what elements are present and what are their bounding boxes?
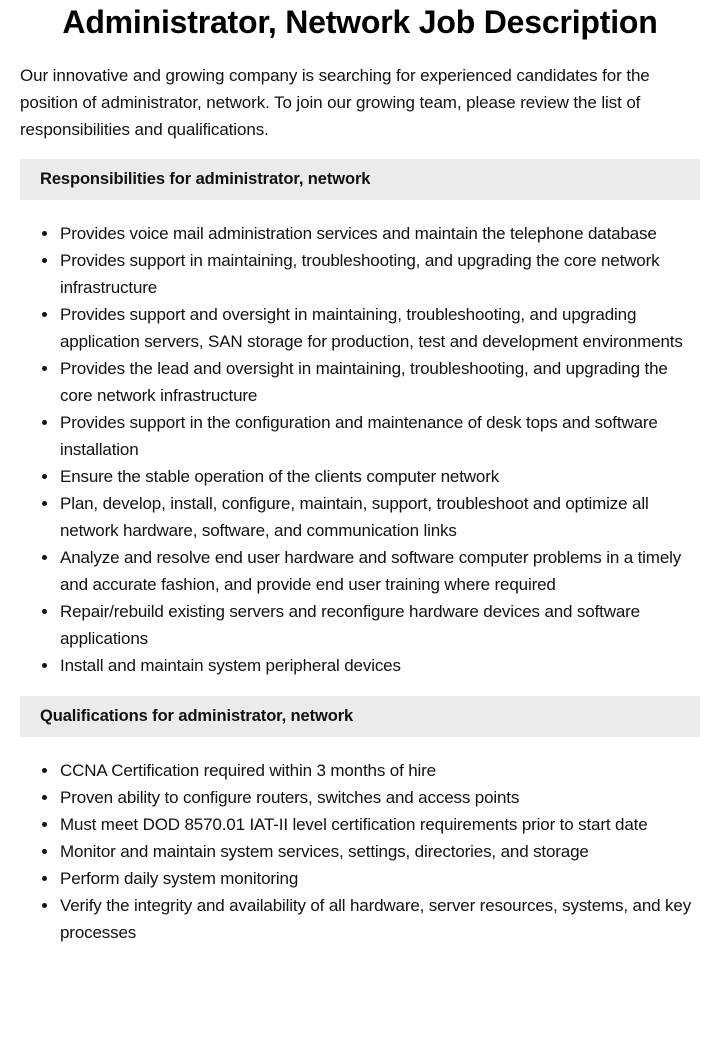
list-item: Monitor and maintain system services, settings, directories, and storage	[60, 838, 700, 865]
list-item: Plan, develop, install, configure, maintain, support, troubleshoot and optimize all network hardware, software, and communication links	[60, 490, 700, 544]
page-title: Administrator, Network Job Description	[62, 4, 658, 40]
qualifications-list	[20, 757, 700, 946]
qualifications-heading: Qualifications for administrator, network	[20, 696, 700, 737]
list-item: Repair/rebuild existing servers and reconfigure hardware devices and software applications	[60, 598, 700, 652]
list-item: Provides voice mail administration services and maintain the telephone database	[60, 220, 700, 247]
list-item: Must meet DOD 8570.01 IAT-II level certification requirements prior to start date	[60, 811, 700, 838]
list-item: Proven ability to configure routers, switches and access points	[60, 784, 700, 811]
intro-paragraph: Our innovative and growing company is searching for experienced candidates for the position of administrator, network. To join our growing team, please review the list of responsibilities and qualifications.	[20, 66, 650, 139]
list-item: Verify the integrity and availability of all hardware, server resources, systems, and key processes	[60, 892, 700, 946]
list-item: Install and maintain system peripheral devices	[60, 652, 700, 679]
list-item: Provides support in maintaining, troubleshooting, and upgrading the core network infrastructure	[60, 247, 700, 301]
list-item: Provides the lead and oversight in maintaining, troubleshooting, and upgrading the core network infrastructure	[60, 355, 700, 409]
list-item: Provides support and oversight in maintaining, troubleshooting, and upgrading application servers, SAN storage for production, test and development environments	[60, 301, 700, 355]
list-item: CCNA Certification required within 3 months of hire	[60, 757, 700, 784]
list-item: Provides support in the configuration and maintenance of desk tops and software installation	[60, 409, 700, 463]
responsibilities-heading: Responsibilities for administrator, network	[20, 159, 700, 200]
responsibilities-list	[20, 220, 700, 679]
list-item: Ensure the stable operation of the clients computer network	[60, 463, 700, 490]
list-item: Analyze and resolve end user hardware and software computer problems in a timely and accurate fashion, and provide end user training where required	[60, 544, 700, 598]
list-item: Perform daily system monitoring	[60, 865, 700, 892]
